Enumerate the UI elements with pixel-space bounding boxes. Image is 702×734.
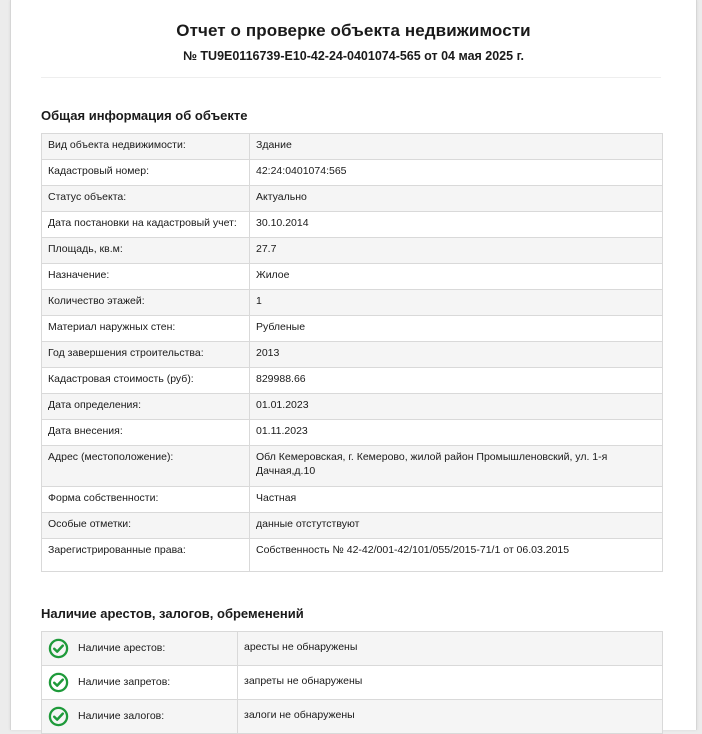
table-row — [42, 186, 663, 212]
row-label: Наличие арестов: — [78, 641, 166, 654]
row-label: Кадастровый номер: — [42, 160, 250, 186]
row-value: 01.01.2023 — [250, 394, 663, 420]
encumbrances-table — [41, 631, 663, 734]
general-info-table — [41, 133, 663, 572]
table-row — [42, 666, 663, 700]
row-label: Назначение: — [42, 264, 250, 290]
row-value: Здание — [250, 134, 663, 160]
row-value: запреты не обнаружены — [238, 666, 663, 700]
general-info-heading: Общая информация об объекте — [41, 108, 248, 123]
row-label: Адрес (местоположение): — [42, 446, 250, 487]
row-label: Площадь, кв.м: — [42, 238, 250, 264]
table-row — [42, 238, 663, 264]
table-row — [42, 342, 663, 368]
table-row — [42, 420, 663, 446]
table-row — [42, 539, 663, 572]
table-row — [42, 487, 663, 513]
table-row — [42, 446, 663, 487]
table-row — [42, 134, 663, 160]
table-row — [42, 513, 663, 539]
row-value: 30.10.2014 — [250, 212, 663, 238]
row-value: аресты не обнаружены — [238, 632, 663, 666]
row-value: 829988.66 — [250, 368, 663, 394]
row-label: Форма собственности: — [42, 487, 250, 513]
row-value: залоги не обнаружены — [238, 700, 663, 734]
report-number: № TU9E0116739-E10-42-24-0401074-565 от 04 мая 2025 г. — [183, 49, 524, 63]
table-row — [42, 700, 663, 734]
row-label: Наличие залогов: — [78, 709, 165, 722]
table-row — [42, 632, 663, 666]
table-row — [42, 290, 663, 316]
row-label: Кадастровая стоимость (руб): — [42, 368, 250, 394]
row-label: Дата внесения: — [42, 420, 250, 446]
row-label: Дата постановки на кадастровый учет: — [42, 212, 250, 238]
table-row — [42, 264, 663, 290]
check-circle-icon — [48, 706, 69, 727]
row-label: Зарегистрированные права: — [42, 539, 250, 572]
table-row — [42, 212, 663, 238]
row-label: Дата определения: — [42, 394, 250, 420]
title-divider — [41, 77, 661, 78]
table-row — [42, 368, 663, 394]
row-value: 2013 — [250, 342, 663, 368]
row-value: 1 — [250, 290, 663, 316]
row-value: 27.7 — [250, 238, 663, 264]
row-label: Статус объекта: — [42, 186, 250, 212]
encumbrances-heading: Наличие арестов, залогов, обременений — [41, 606, 304, 621]
row-value: данные отстутствуют — [250, 513, 663, 539]
row-value: 01.11.2023 — [250, 420, 663, 446]
table-row — [42, 394, 663, 420]
check-circle-icon — [48, 638, 69, 659]
row-value: Собственность № 42-42/001-42/101/055/2015-71/1 от 06.03.2015 — [250, 539, 663, 572]
row-value: Частная — [250, 487, 663, 513]
row-label: Количество этажей: — [42, 290, 250, 316]
row-label: Особые отметки: — [42, 513, 250, 539]
table-row — [42, 316, 663, 342]
row-value: 42:24:0401074:565 — [250, 160, 663, 186]
row-value: Жилое — [250, 264, 663, 290]
check-circle-icon — [48, 672, 69, 693]
row-label: Год завершения строительства: — [42, 342, 250, 368]
report-page — [10, 0, 697, 730]
table-row — [42, 160, 663, 186]
row-value: Актуально — [250, 186, 663, 212]
row-label: Вид объекта недвижимости: — [42, 134, 250, 160]
row-label: Наличие запретов: — [78, 675, 171, 688]
row-value: Обл Кемеровская, г. Кемерово, жилой район Промышленовский, ул. 1-я Дачная,д.10 — [250, 446, 663, 487]
row-value: Рубленые — [250, 316, 663, 342]
row-label: Материал наружных стен: — [42, 316, 250, 342]
report-title: Отчет о проверке объекта недвижимости — [176, 21, 531, 40]
